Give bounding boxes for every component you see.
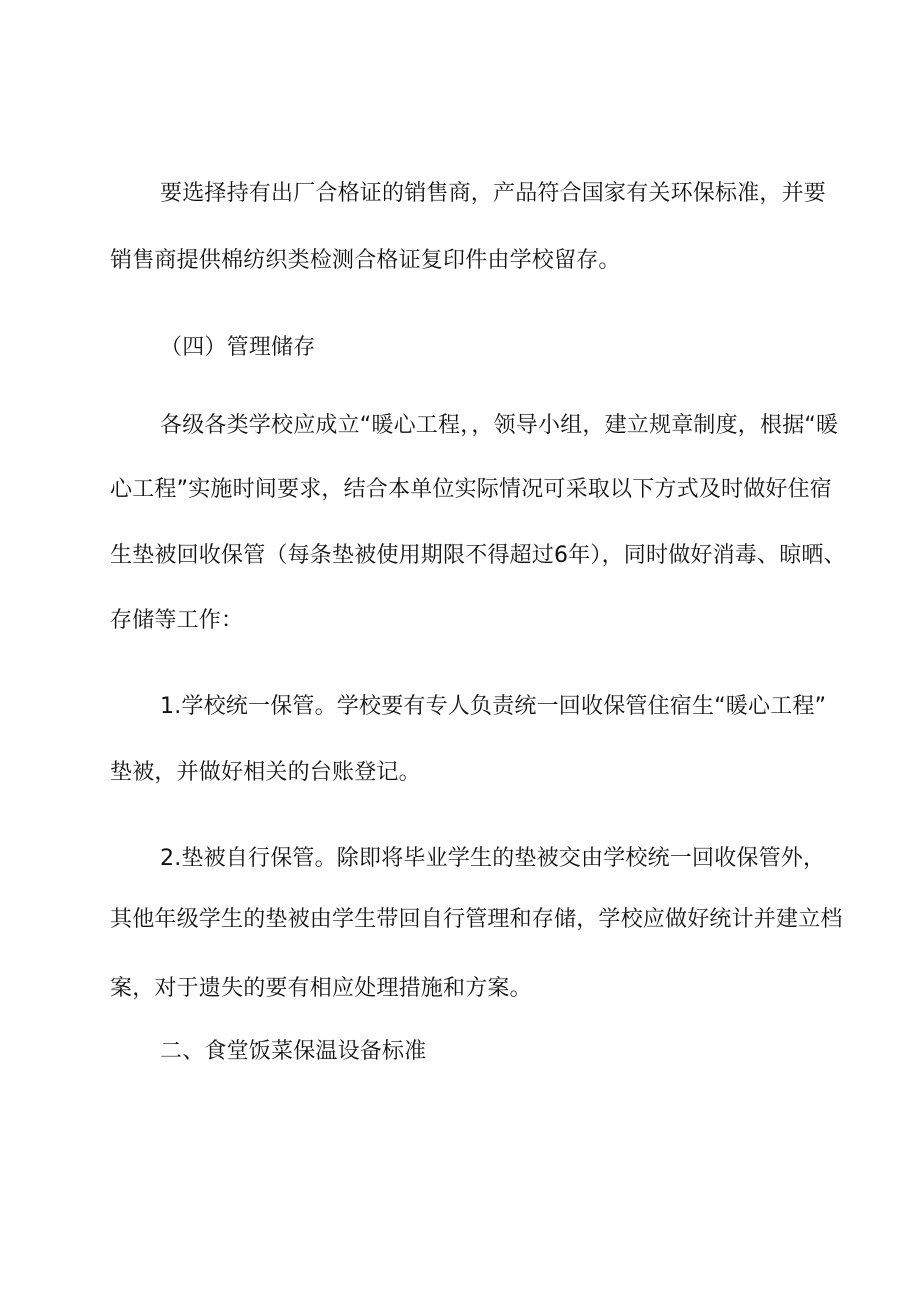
paragraph-line: 存储等工作： (110, 608, 244, 633)
list-item-line: 2.垫被自行保管。除即将毕业学生的垫被交由学校统一回收保管外， (160, 846, 826, 871)
list-item-line: 其他年级学生的垫被由学生带回自行管理和存储，学校应做好统计并建立档 (110, 907, 843, 932)
paragraph-line: 心工程”实施时间要求，结合本单位实际情况可采取以下方式及时做好住宿 (110, 477, 832, 502)
list-item-line: 1.学校统一保管。学校要有专人负责统一回收保管住宿生“暖心工程” (160, 694, 827, 719)
section-heading: 二、食堂饭菜保温设备标准 (160, 1039, 427, 1064)
section-heading: （四）管理储存 (160, 335, 316, 360)
list-item-line: 案，对于遗失的要有相应处理措施和方案。 (110, 976, 532, 1001)
paragraph-line: 要选择持有出厂合格证的销售商，产品符合国家有关环保标准，并要 (160, 181, 827, 206)
paragraph-line: 各级各类学校应成立“暖心工程，，领导小组，建立规章制度，根据“暖 (160, 413, 839, 438)
paragraph-line: 生垫被回收保管（每条垫被使用期限不得超过6年），同时做好消毒、晾晒、 (110, 543, 846, 568)
list-item-line: 垫被，并做好相关的台账登记。 (110, 760, 421, 785)
paragraph-line: 销售商提供棉纺织类检测合格证复印件由学校留存。 (110, 248, 621, 273)
